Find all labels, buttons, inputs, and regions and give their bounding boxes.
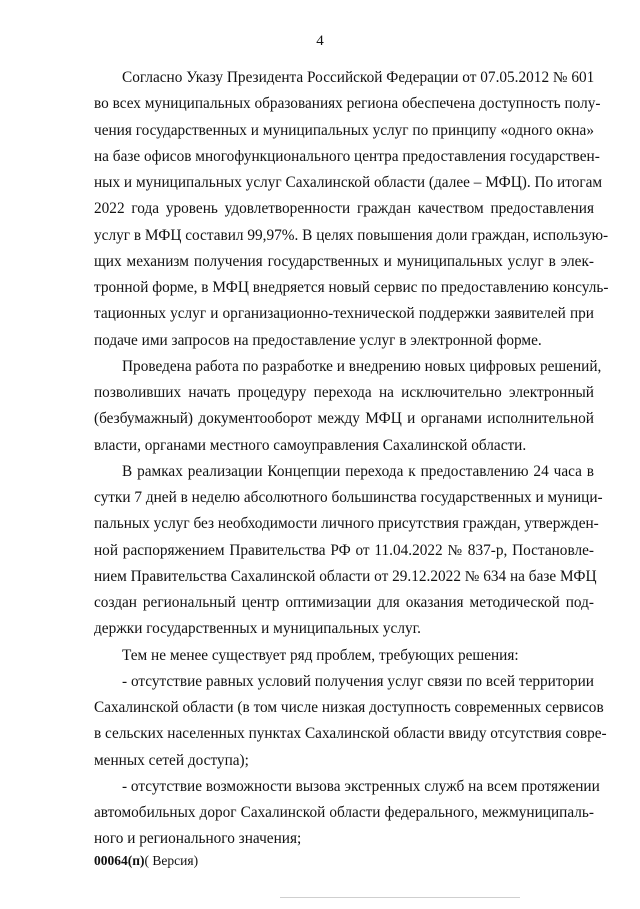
document-code: 00064(п) xyxy=(94,853,145,868)
text-line: нием Правительства Сахалинской области от 29.12.2022 № 634 на базе МФЦ xyxy=(94,567,597,585)
text-line: Проведена работа по разработке и внедрению новых цифровых решений, xyxy=(122,357,602,375)
list-item-line: в сельских населенных пунктах Сахалинской области ввиду отсутствия совре- xyxy=(94,725,607,743)
text-line: сутки 7 дней в неделю абсолютного большинства государственных и муници- xyxy=(94,489,603,506)
text-line: услуг в МФЦ составил 99,97%. В целях повышения доли граждан, использую- xyxy=(94,226,609,244)
page-number: 4 xyxy=(316,33,324,49)
scan-edge-line xyxy=(280,897,520,898)
document-body xyxy=(94,65,609,853)
text-line: ных и муниципальных услуг Сахалинской области (далее – МФЦ). По итогам xyxy=(94,174,603,191)
text-line: щих механизм получения государственных и муниципальных услуг в элек- xyxy=(94,252,594,270)
text-line: пальных услуг без необходимости личного присутствия граждан, утвержден- xyxy=(94,515,599,533)
text-line: подаче ими запросов на предоставление услуг в электронной форме. xyxy=(94,331,542,349)
text-line: на базе офисов многофункционального центра предоставления государствен- xyxy=(94,147,600,165)
text-line: ной распоряжением Правительства РФ от 11.04.2022 № 837-р, Постановле- xyxy=(94,541,594,559)
text-line: тронной форме, в МФЦ внедряется новый сервис по предоставлению консуль- xyxy=(94,279,609,296)
footer-version xyxy=(94,853,198,869)
text-line: чения государственных и муниципальных услуг по принципу «одного окна» xyxy=(94,121,594,139)
list-item-line: Сахалинской области (в том числе низкая доступность современных сервисов xyxy=(94,699,604,716)
list-item-line: менных сетей доступа); xyxy=(94,751,249,769)
list-item-line: - отсутствие возможности вызова экстренных служб на всем протяжении xyxy=(122,777,600,795)
text-line: В рамках реализации Концепции перехода к предоставлению 24 часа в xyxy=(122,462,594,480)
text-line: создан региональный центр оптимизации для оказания методической под- xyxy=(94,594,594,611)
text-line: 2022 года уровень удовлетворенности граждан качеством предоставления xyxy=(94,200,594,218)
text-line: тационных услуг и организационно-технической поддержки заявителей при xyxy=(94,305,594,323)
text-line: (безбумажный) документооборот между МФЦ и органами исполнительной xyxy=(94,410,594,428)
text-line: Тем не менее существует ряд проблем, требующих решения: xyxy=(122,646,519,664)
text-line: во всех муниципальных образованиях региона обеспечена доступность полу- xyxy=(94,95,601,113)
list-item-line: - отсутствие равных условий получения услуг связи по всей территории xyxy=(122,672,594,690)
list-item-line: ного и регионального значения; xyxy=(94,830,302,848)
version-label: ( Версия) xyxy=(144,853,199,868)
text-line: позволивших начать процедуру перехода на исключительно электронный xyxy=(94,384,594,401)
text-line: власти, органами местного самоуправления Сахалинской области. xyxy=(94,436,527,454)
text-line: Согласно Указу Президента Российской Федерации от 07.05.2012 № 601 xyxy=(122,69,595,86)
text-line: держки государственных и муниципальных услуг. xyxy=(94,620,422,638)
list-item-line: автомобильных дорог Сахалинской области федерального, межмуниципаль- xyxy=(94,804,594,821)
